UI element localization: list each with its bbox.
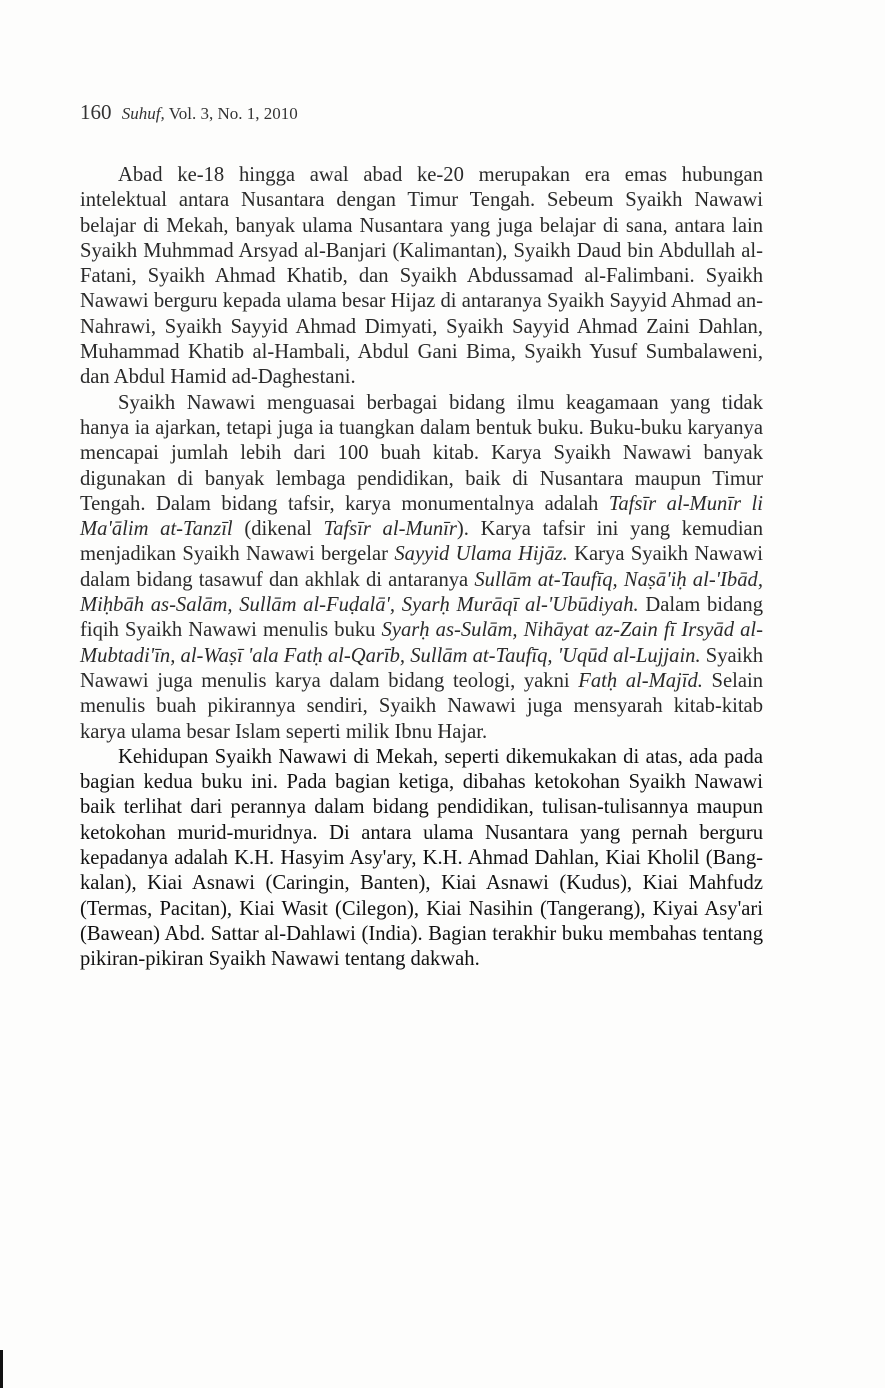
text-run: ). Karya tafsir ini yang kemudian menjadikan Syaikh Nawawi bergelar — [80, 518, 763, 566]
text-run: Dalam bidang fiqih Syaikh Nawawi menulis buku — [80, 594, 763, 642]
paragraph-1 — [80, 163, 763, 391]
italic-title-run: Fatḥ al-Majīd. — [578, 669, 703, 692]
page-number: 160 — [80, 100, 112, 124]
italic-title-run: Tafsīr al-Munīr — [323, 518, 457, 541]
paragraph-2 — [80, 391, 763, 745]
body-text — [80, 163, 763, 973]
journal-title: Suhuf, — [121, 104, 165, 123]
scan-edge-mark — [0, 1350, 3, 1388]
text-run: Abad ke-18 hingga awal abad ke-20 merupakan era emas hubungan intelektual antara Nusantara dengan Timur Tengah. Sebeum Syaikh Nawawi belajar di Mekah, banyak ulama Nusantara yang juga belajar di sana, antara lain Syaikh Muhmmad Arsyad al-Banjari (Kalimantan), Syaikh Daud bin Abdullah al-Fatani, Syaikh Ahmad Khatib, dan Syaikh Abdussamad al-Falimbani. Syaikh Nawawi berguru kepada ulama besar Hijaz di antaranya Syaikh Sayyid Ahmad an-Nahrawi, Syaikh Sayyid Ahmad Dimyati, Syaikh Sayyid Ahmad Zaini Dahlan, Muhammad Khatib al-Hambali, Abdul Gani Bima, Syaikh Yusuf Sumbalaweni, dan Abdul Hamid ad-Daghestani. — [80, 164, 763, 389]
running-header — [80, 100, 298, 125]
text-run: (dikenal — [232, 518, 324, 541]
text-run: Syaikh Nawawi juga menulis karya dalam bidang teologi, yakni — [80, 644, 763, 692]
text-run: Kehidupan Syaikh Nawawi di Mekah, seperti dikemukakan di atas, ada pada bagian kedua buku ini. Pada bagian ketiga, dibahas ketokohan Syaikh Nawawi baik terlihat dari perannya dalam bidang pendidikan, tulisan-tulisannya maupun ketokohan murid-muridnya. Di antara ulama Nusantara yang pernah berguru kepadanya adalah K.H. Hasyim Asy'ary, K.H. Ahmad Dahlan, Kiai Kholil (Bangkalan), Kiai Asnawi (Caringin, Banten), Kiai Asnawi (Kudus), Kiai Mahfudz (Termas, Pacitan), Kiai Wasit (Cilegon), Kiai Nasihin (Tangerang), Kiyai Asy'ari (Bawean) Abd. Sattar al-Dahlawi (India). Bagian terakhir buku membahas tentang pikiran-pikiran Syaikh Nawawi tentang dakwah. — [80, 745, 763, 971]
text-run: Karya Syaikh Nawawi dalam bidang tasawuf dan akhlak di antaranya — [80, 543, 763, 591]
italic-title-run: Syarḥ as-Sulām, Nihāyat az-Zain fī Irsyād al-Mubtadi'īn, al-Waṣī 'ala Fatḥ al-Qarīb, Sullām at-Taufīq, 'Uqūd al-Lujjain. — [80, 619, 763, 667]
journal-issue: Vol. 3, No. 1, 2010 — [168, 104, 298, 123]
italic-title-run: Sayyid Ulama Hijāz. — [394, 543, 568, 566]
italic-title-run: Sullām at-Taufīq, Naṣā'iḥ al-'Ibād, Miḥbāh as-Salām, Sullām al-Fuḍalā', Syarḥ Murāqī al-'Ubūdiyah. — [80, 568, 763, 617]
text-run: Selain menulis buah pikirannya sendiri, Syaikh Nawawi juga mensyarah kitab-kitab karya ulama besar Islam seperti milik Ibnu Hajar. — [80, 669, 764, 743]
italic-title-run: Tafsīr al-Munīr li Ma'ālim at-Tanzīl — [80, 492, 763, 541]
text-run: Syaikh Nawawi menguasai berbagai bidang ilmu keagamaan yang tidak hanya ia ajarkan, tetapi juga ia tuangkan dalam bentuk buku. Buku-buku karyanya mencapai jumlah lebih dari 100 buah kitab. Karya Syaikh Nawawi banyak digunakan di banyak lembaga pendidikan, baik di Nusantara maupun Timur Tengah. Dalam bidang tafsir, karya monumentalnya adalah — [80, 391, 763, 515]
paragraph-3 — [80, 745, 763, 973]
